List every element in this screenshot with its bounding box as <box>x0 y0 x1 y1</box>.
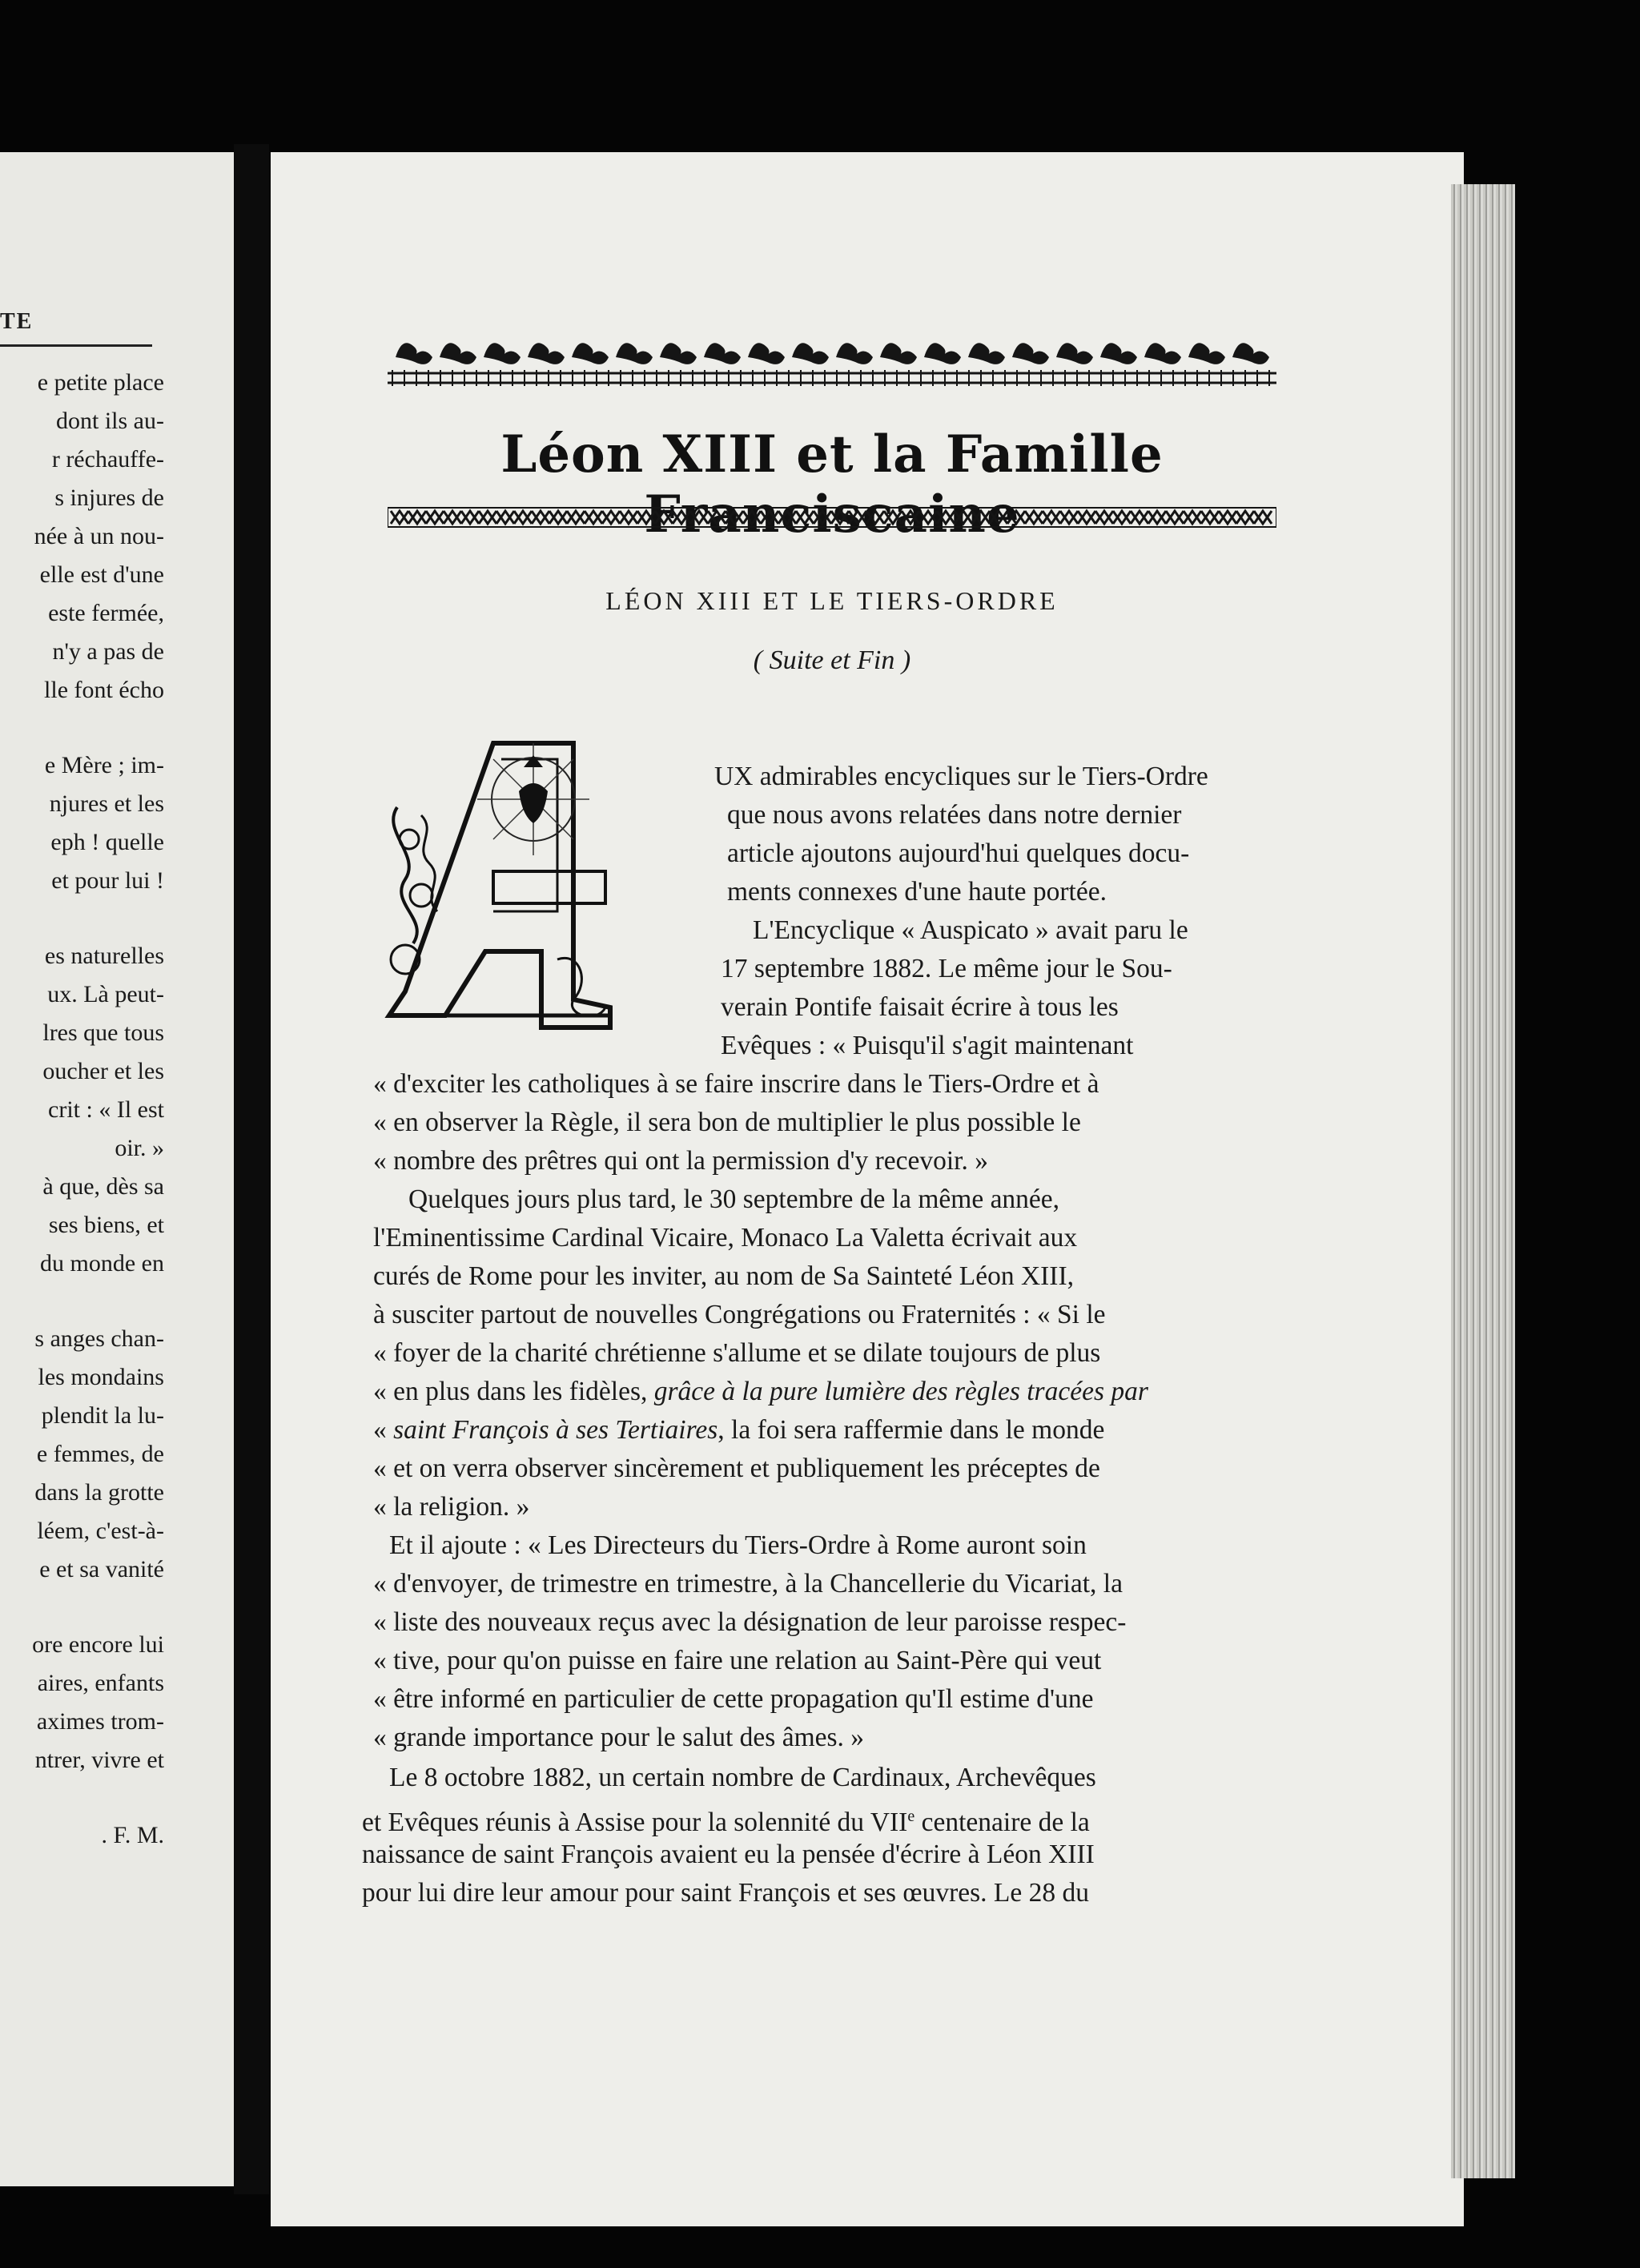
page-edge <box>1451 184 1515 2178</box>
left-page-line: aximes trom- <box>36 1708 164 1735</box>
left-page-line: e femmes, de <box>36 1441 164 1467</box>
left-page-line: du monde en <box>40 1250 164 1277</box>
paragraph-gap <box>0 1283 164 1320</box>
left-page-header: TE <box>0 309 34 334</box>
left-page-line: léem, c'est-à- <box>37 1518 164 1544</box>
scroll-ornament <box>440 343 476 364</box>
body-line: curés de Rome pour les inviter, au nom de Sa Sainteté Léon XIII, <box>373 1261 1074 1291</box>
scroll-ornament <box>528 343 565 364</box>
book-gutter <box>234 144 269 2194</box>
body-line: UX admirables encycliques sur le Tiers-Ordre <box>714 762 1208 791</box>
body-line: « être informé en particulier de cette propagation qu'Il estime d'une <box>373 1684 1094 1714</box>
body-line: « d'exciter les catholiques à se faire inscrire dans le Tiers-Ordre et à <box>373 1069 1099 1099</box>
left-page-line: crit : « Il est <box>48 1096 164 1123</box>
body-line: « grande importance pour le salut des âmes. » <box>373 1723 865 1752</box>
left-page-line: e petite place <box>37 369 164 396</box>
body-line: « d'envoyer, de trimestre en trimestre, à la Chancellerie du Vicariat, la <box>373 1569 1123 1598</box>
body-line: « nombre des prêtres qui ont la permission d'y recevoir. » <box>373 1146 988 1176</box>
left-page-line: s anges chan- <box>34 1325 164 1352</box>
decorated-initial <box>373 711 689 1048</box>
body-text: « en plus dans les fidèles, <box>373 1377 654 1406</box>
left-page-line: née à un nou- <box>34 523 164 549</box>
body-line: « en observer la Règle, il sera bon de multiplier le plus possible le <box>373 1108 1081 1137</box>
scroll-ornament <box>1232 343 1269 364</box>
left-page-line: ore encore lui <box>32 1631 164 1658</box>
body-line: « et on verra observer sincèrement et publiquement les préceptes de <box>373 1454 1100 1483</box>
scroll-ornament <box>616 343 653 364</box>
italic-quote: grâce à la pure lumière des règles tracées par <box>653 1377 1148 1406</box>
body-line: « la religion. » <box>373 1492 530 1522</box>
body-line: Et il ajoute : « Les Directeurs du Tiers-Ordre à Rome auront soin <box>389 1530 1087 1560</box>
scroll-ornament <box>748 343 785 364</box>
paragraph-gap <box>0 1779 164 1816</box>
left-page-line: et pour lui ! <box>51 867 164 894</box>
left-page <box>0 152 234 2186</box>
scroll-ornament <box>924 343 961 364</box>
body-line: 17 septembre 1882. Le même jour le Sou- <box>721 954 1172 983</box>
left-page-line: lres que tous <box>42 1019 164 1046</box>
scroll-ornament <box>1012 343 1049 364</box>
left-page-line: es naturelles <box>44 943 164 969</box>
left-page-line: njures et les <box>49 790 164 817</box>
left-page-line: plendit la lu- <box>41 1402 164 1429</box>
left-page-line: aires, enfants <box>37 1670 164 1696</box>
left-page-line: ses biens, et <box>48 1212 164 1238</box>
scroll-ornament <box>1100 343 1137 364</box>
left-page-line: . F. M. <box>101 1822 164 1848</box>
scroll-ornament <box>1056 343 1093 364</box>
body-line <box>362 1800 1090 1839</box>
left-page-line: r réchauffe- <box>51 446 164 472</box>
left-page-line: lle font écho <box>44 677 164 703</box>
scroll-ornament <box>1144 343 1181 364</box>
body-line <box>373 1414 1104 1446</box>
left-page-line: dont ils au- <box>56 408 164 434</box>
body-line: pour lui dire leur amour pour saint François et ses œuvres. Le 28 du <box>362 1878 1090 1908</box>
paragraph-gap <box>0 710 164 746</box>
scroll-ornament <box>968 343 1005 364</box>
scroll-ornament <box>572 343 609 364</box>
left-page-rule <box>0 344 152 347</box>
left-page-text <box>0 364 164 1855</box>
scroll-ornament <box>396 343 432 364</box>
body-line: « tive, pour qu'on puisse en faire une relation au Saint-Père qui veut <box>373 1646 1102 1675</box>
article-title: Léon XIII et la Famille Franciscaine <box>500 424 1164 545</box>
left-page-line: dans la grotte <box>34 1479 164 1506</box>
left-page-line: e Mère ; im- <box>44 752 164 778</box>
ornamental-band <box>388 317 1276 407</box>
italic-quote: saint François à ses Tertiaires <box>393 1415 718 1445</box>
suite-et-fin: ( Suite et Fin ) <box>753 645 911 675</box>
body-text: , la foi sera raffermie dans le monde <box>718 1415 1105 1445</box>
left-page-line: ntrer, vivre et <box>34 1747 164 1773</box>
body-line: L'Encyclique « Auspicato » avait paru le <box>753 915 1188 945</box>
superscript: e <box>907 1808 915 1825</box>
body-line: « foyer de la charité chrétienne s'allume et se dilate toujours de plus <box>373 1338 1101 1368</box>
scroll-ornament <box>836 343 873 364</box>
body-line: Le 8 octobre 1882, un certain nombre de Cardinaux, Archevêques <box>389 1763 1096 1792</box>
left-page-line: eph ! quelle <box>50 829 164 855</box>
body-line: ments connexes d'une haute portée. <box>727 877 1107 907</box>
body-line: Evêques : « Puisqu'il s'agit maintenant <box>721 1031 1134 1060</box>
section-subtitle: LÉON XIII ET LE TIERS-ORDRE <box>605 586 1059 615</box>
body-line: naissance de saint François avaient eu la pensée d'écrire à Léon XIII <box>362 1840 1095 1869</box>
body-line: que nous avons relatées dans notre dernier <box>727 800 1182 830</box>
body-text: « <box>373 1415 394 1445</box>
scroll-ornament <box>484 343 521 364</box>
scroll-ornament <box>792 343 829 364</box>
left-page-line: ux. Là peut- <box>47 981 164 1007</box>
ornamental-rule <box>388 503 1276 532</box>
left-page-line: n'y a pas de <box>52 638 164 665</box>
body-line: à susciter partout de nouvelles Congrégations ou Fraternités : « Si le <box>373 1300 1106 1329</box>
body-line: verain Pontife faisait écrire à tous les <box>721 992 1119 1022</box>
left-page-line: este fermée, <box>48 600 164 626</box>
left-page-line: à que, dès sa <box>42 1173 164 1200</box>
paragraph-gap <box>0 1589 164 1626</box>
left-page-line: s injures de <box>54 485 164 511</box>
left-page-line: oucher et les <box>42 1058 164 1084</box>
body-line <box>373 1376 1148 1408</box>
left-page-line: e et sa vanité <box>39 1556 164 1582</box>
scroll-ornament <box>1188 343 1225 364</box>
paragraph-gap <box>0 900 164 937</box>
body-line: l'Eminentissime Cardinal Vicaire, Monaco La Valetta écrivait aux <box>373 1223 1078 1253</box>
left-page-line: elle est d'une <box>39 561 164 588</box>
body-text: et Evêques réunis à Assise pour la solennité du VII <box>362 1808 908 1838</box>
body-line: article ajoutons aujourd'hui quelques docu- <box>727 838 1190 868</box>
body-text: centenaire de la <box>914 1808 1090 1838</box>
left-page-line: oir. » <box>115 1135 164 1161</box>
scroll-ornament <box>704 343 741 364</box>
body-line: « liste des nouveaux reçus avec la désignation de leur paroisse respec- <box>373 1607 1127 1637</box>
body-line: Quelques jours plus tard, le 30 septembre de la même année, <box>408 1184 1060 1214</box>
scroll-ornament <box>660 343 697 364</box>
scroll-ornament <box>880 343 917 364</box>
left-page-line: les mondains <box>38 1364 164 1390</box>
